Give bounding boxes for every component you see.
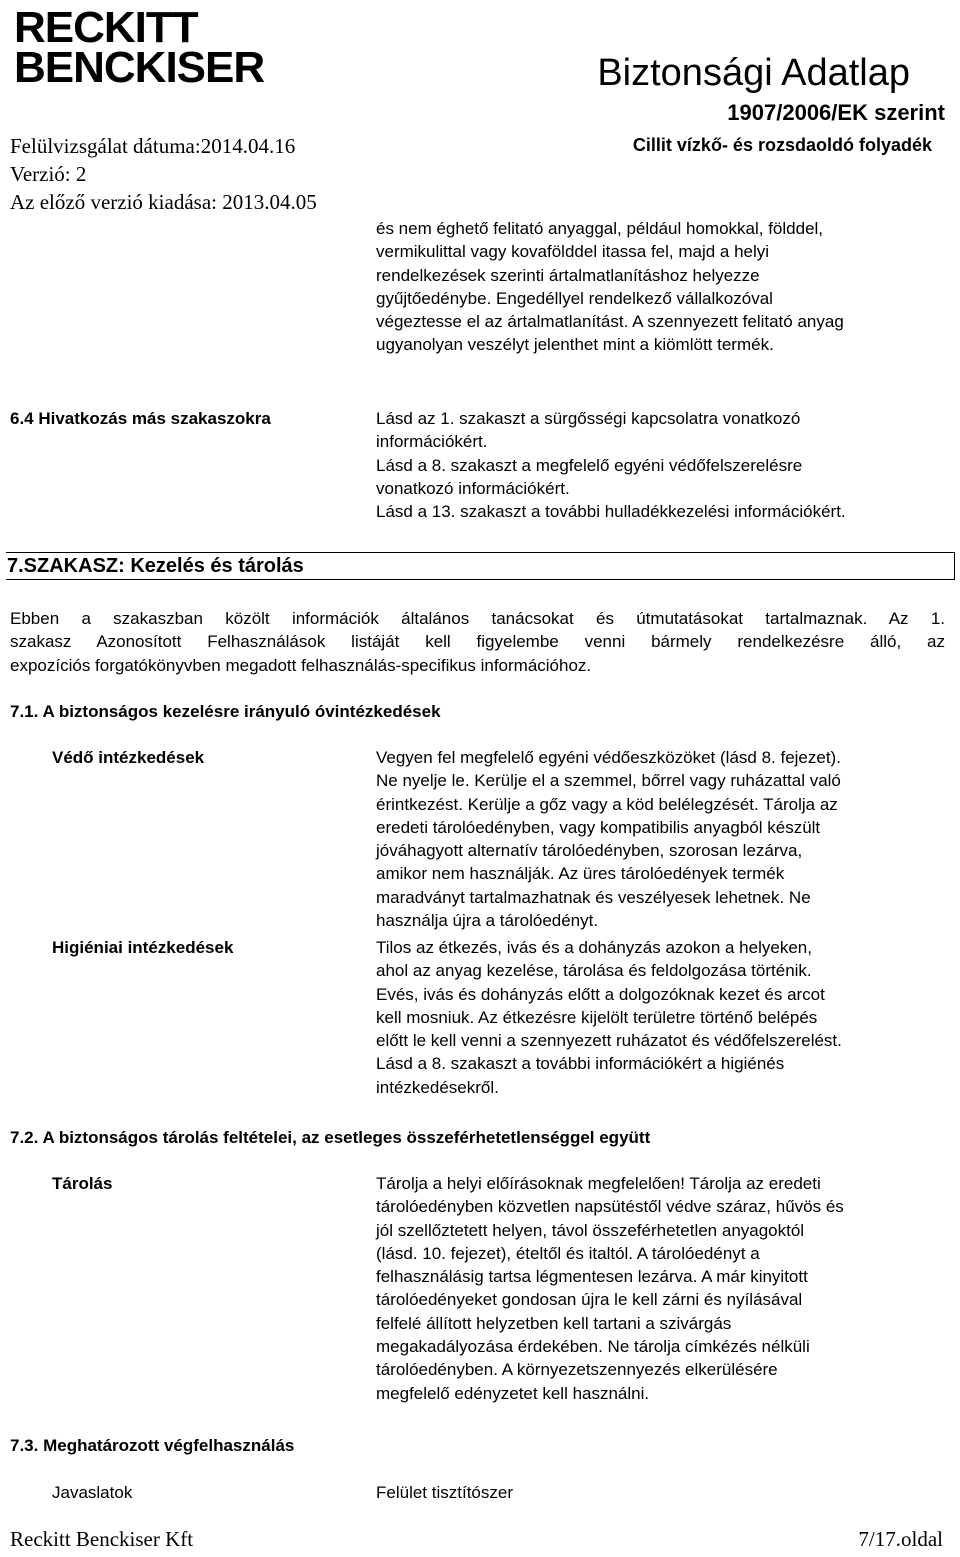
logo-line-1: RECKITT [14,3,198,52]
storage-label: Tárolás [52,1174,113,1193]
text-line: szakasz Azonosított Felhasználások listáját kell figyelembe venni bármely rendelkezésre álló, az [10,632,945,652]
text-line: Lásd a 8. szakaszt a megfelelő egyéni védőfelszerelésre [376,455,803,475]
text-line: használja újra a tárolóedényt. [376,911,599,931]
text-line: rendelkezések szerinti ártalmatlanításhoz helyezze [376,265,760,285]
text-line: és nem éghető felitató anyaggal, például homokkal, földdel, [376,219,824,238]
revision-date: Felülvizsgálat dátuma:2014.04.16 [10,134,296,158]
version: Verzió: 2 [10,162,87,186]
storage-text [376,1172,946,1405]
text-line: ahol az anyag kezelése, tárolása és feldolgozása történik. [376,961,812,981]
text-line: Ebben a szakaszban közölt információk általános tanácsokat és útmutatásokat tartalmaznak. Az 1. [10,609,945,628]
recommendations-value: Felület tisztítószer [376,1483,513,1502]
hygiene-measures-label: Higiéniai intézkedések [52,938,234,957]
footer-page-number: 7/17.oldal [858,1527,943,1551]
text-line: expozíciós forgatókönyvben megadott felhasználás-specifikus információhoz. [10,655,592,675]
text-line: Tárolja a helyi előírásoknak megfelelően! Tárolja az eredeti [376,1174,821,1193]
text-line: tárolóedényben. A környezetszennyezés elkerülésére [376,1360,778,1380]
protective-measures-label: Védő intézkedések [52,748,205,767]
regulation-reference: 1907/2006/EK szerint [727,100,945,125]
section-7-3-heading: 7.3. Meghatározott végfelhasználás [10,1436,295,1455]
text-line: eredeti tárolóedényben, vagy kompatibilis anyagból készült [376,817,821,837]
text-line: Ne nyelje le. Kerülje el a szemmel, bőrrel vagy ruházattal való [376,771,841,791]
text-line: vonatkozó információkért. [376,478,570,498]
section-7-2-heading: 7.2. A biztonságos tárolás feltételei, az esetleges összeférhetetlenséggel együtt [10,1128,651,1147]
text-line: maradványt tartalmazhatnak és veszélyesek lehetnek. Ne [376,887,811,907]
text-line: Lásd az 1. szakaszt a sürgősségi kapcsolatra vonatkozó [376,409,801,428]
text-line: amikor nem használják. Az üres tárolóedények termék [376,864,785,884]
text-line: felhasználásig tartsa légmentesen lezárva. A már kinyitott [376,1267,808,1287]
previous-version: Az előző verzió kiadása: 2013.04.05 [10,190,317,214]
text-line: vermikulittal vagy kovafölddel itassa fel, majd a helyi [376,242,770,262]
text-line: (lásd. 10. fejezet), ételtől és italtól. A tárolóedényt a [376,1243,760,1263]
company-logo [14,3,265,92]
text-line: előtt le kell venni a szennyezett ruházatot és védőfelszerelést. [376,1031,842,1051]
text-line: intézkedésekről. [376,1077,499,1097]
text-line: gyűjtőedénybe. Engedéllyel rendelkező vállalkozóval [376,288,773,308]
text-line: végeztesse el az ártalmatlanítást. A szennyezett felitató anyag [376,312,844,332]
text-line: megfelelő edényzetet kell használni. [376,1383,650,1403]
section-7-intro [10,607,945,677]
section-6-4-text [376,407,946,523]
text-line: tárolóedényeket gondosan újra le kell zárni és nyílásával [376,1290,803,1310]
document-title: Biztonsági Adatlap [597,52,910,94]
text-line: Tilos az étkezés, ivás és a dohányzás azokon a helyeken, [376,938,812,957]
section-6-4-label: 6.4 Hivatkozás más szakaszokra [10,409,271,428]
text-line: Lásd a 8. szakaszt a további információkért a higiénés [376,1054,785,1074]
text-line: felfelé állított helyzetben kell tartani a szivárgás [376,1313,732,1333]
recommendations-label: Javaslatok [52,1483,133,1502]
logo-line-2: BENCKISER [14,43,265,92]
hygiene-measures-text [376,936,946,1099]
product-name: Cillit vízkő- és rozsdaoldó folyadék [632,135,932,155]
text-line: Evés, ivás és dohányzás előtt a dolgozóknak kezet és arcot [376,984,825,1004]
text-line: tárolóedényben közvetlen napsütéstől védve száraz, hűvös és [376,1197,844,1217]
text-line: jóváhagyott alternatív tárolóedényben, szorosan lezárva, [376,841,803,861]
text-line: Lásd a 13. szakaszt a további hulladékkezelési információkért. [376,502,846,522]
footer-company: Reckitt Benckiser Kft [10,1527,194,1551]
text-line: érintkezést. Kerülje a gőz vagy a köd belélegzését. Tárolja az [376,794,838,814]
text-line: jól szellőztetett helyen, távol összeférhetetlen anyagoktól [376,1220,805,1240]
text-line: információkért. [376,432,488,452]
spill-cleanup-text [376,217,946,357]
text-line: Vegyen fel megfelelő egyéni védőeszközöket (lásd 8. fejezet). [376,748,841,767]
section-7-title: 7.SZAKASZ: Kezelés és tárolás [7,555,304,577]
text-line: megakadályozása érdekében. Ne tárolja címkézés nélküli [376,1337,810,1357]
section-7-1-heading: 7.1. A biztonságos kezelésre irányuló óvintézkedések [10,702,441,721]
text-line: ugyanolyan veszélyt jelenthet mint a kiömlött termék. [376,335,774,355]
text-line: kell mosniuk. Az étkezésre kijelölt területre történő belépés [376,1007,818,1027]
protective-measures-text [376,746,946,932]
